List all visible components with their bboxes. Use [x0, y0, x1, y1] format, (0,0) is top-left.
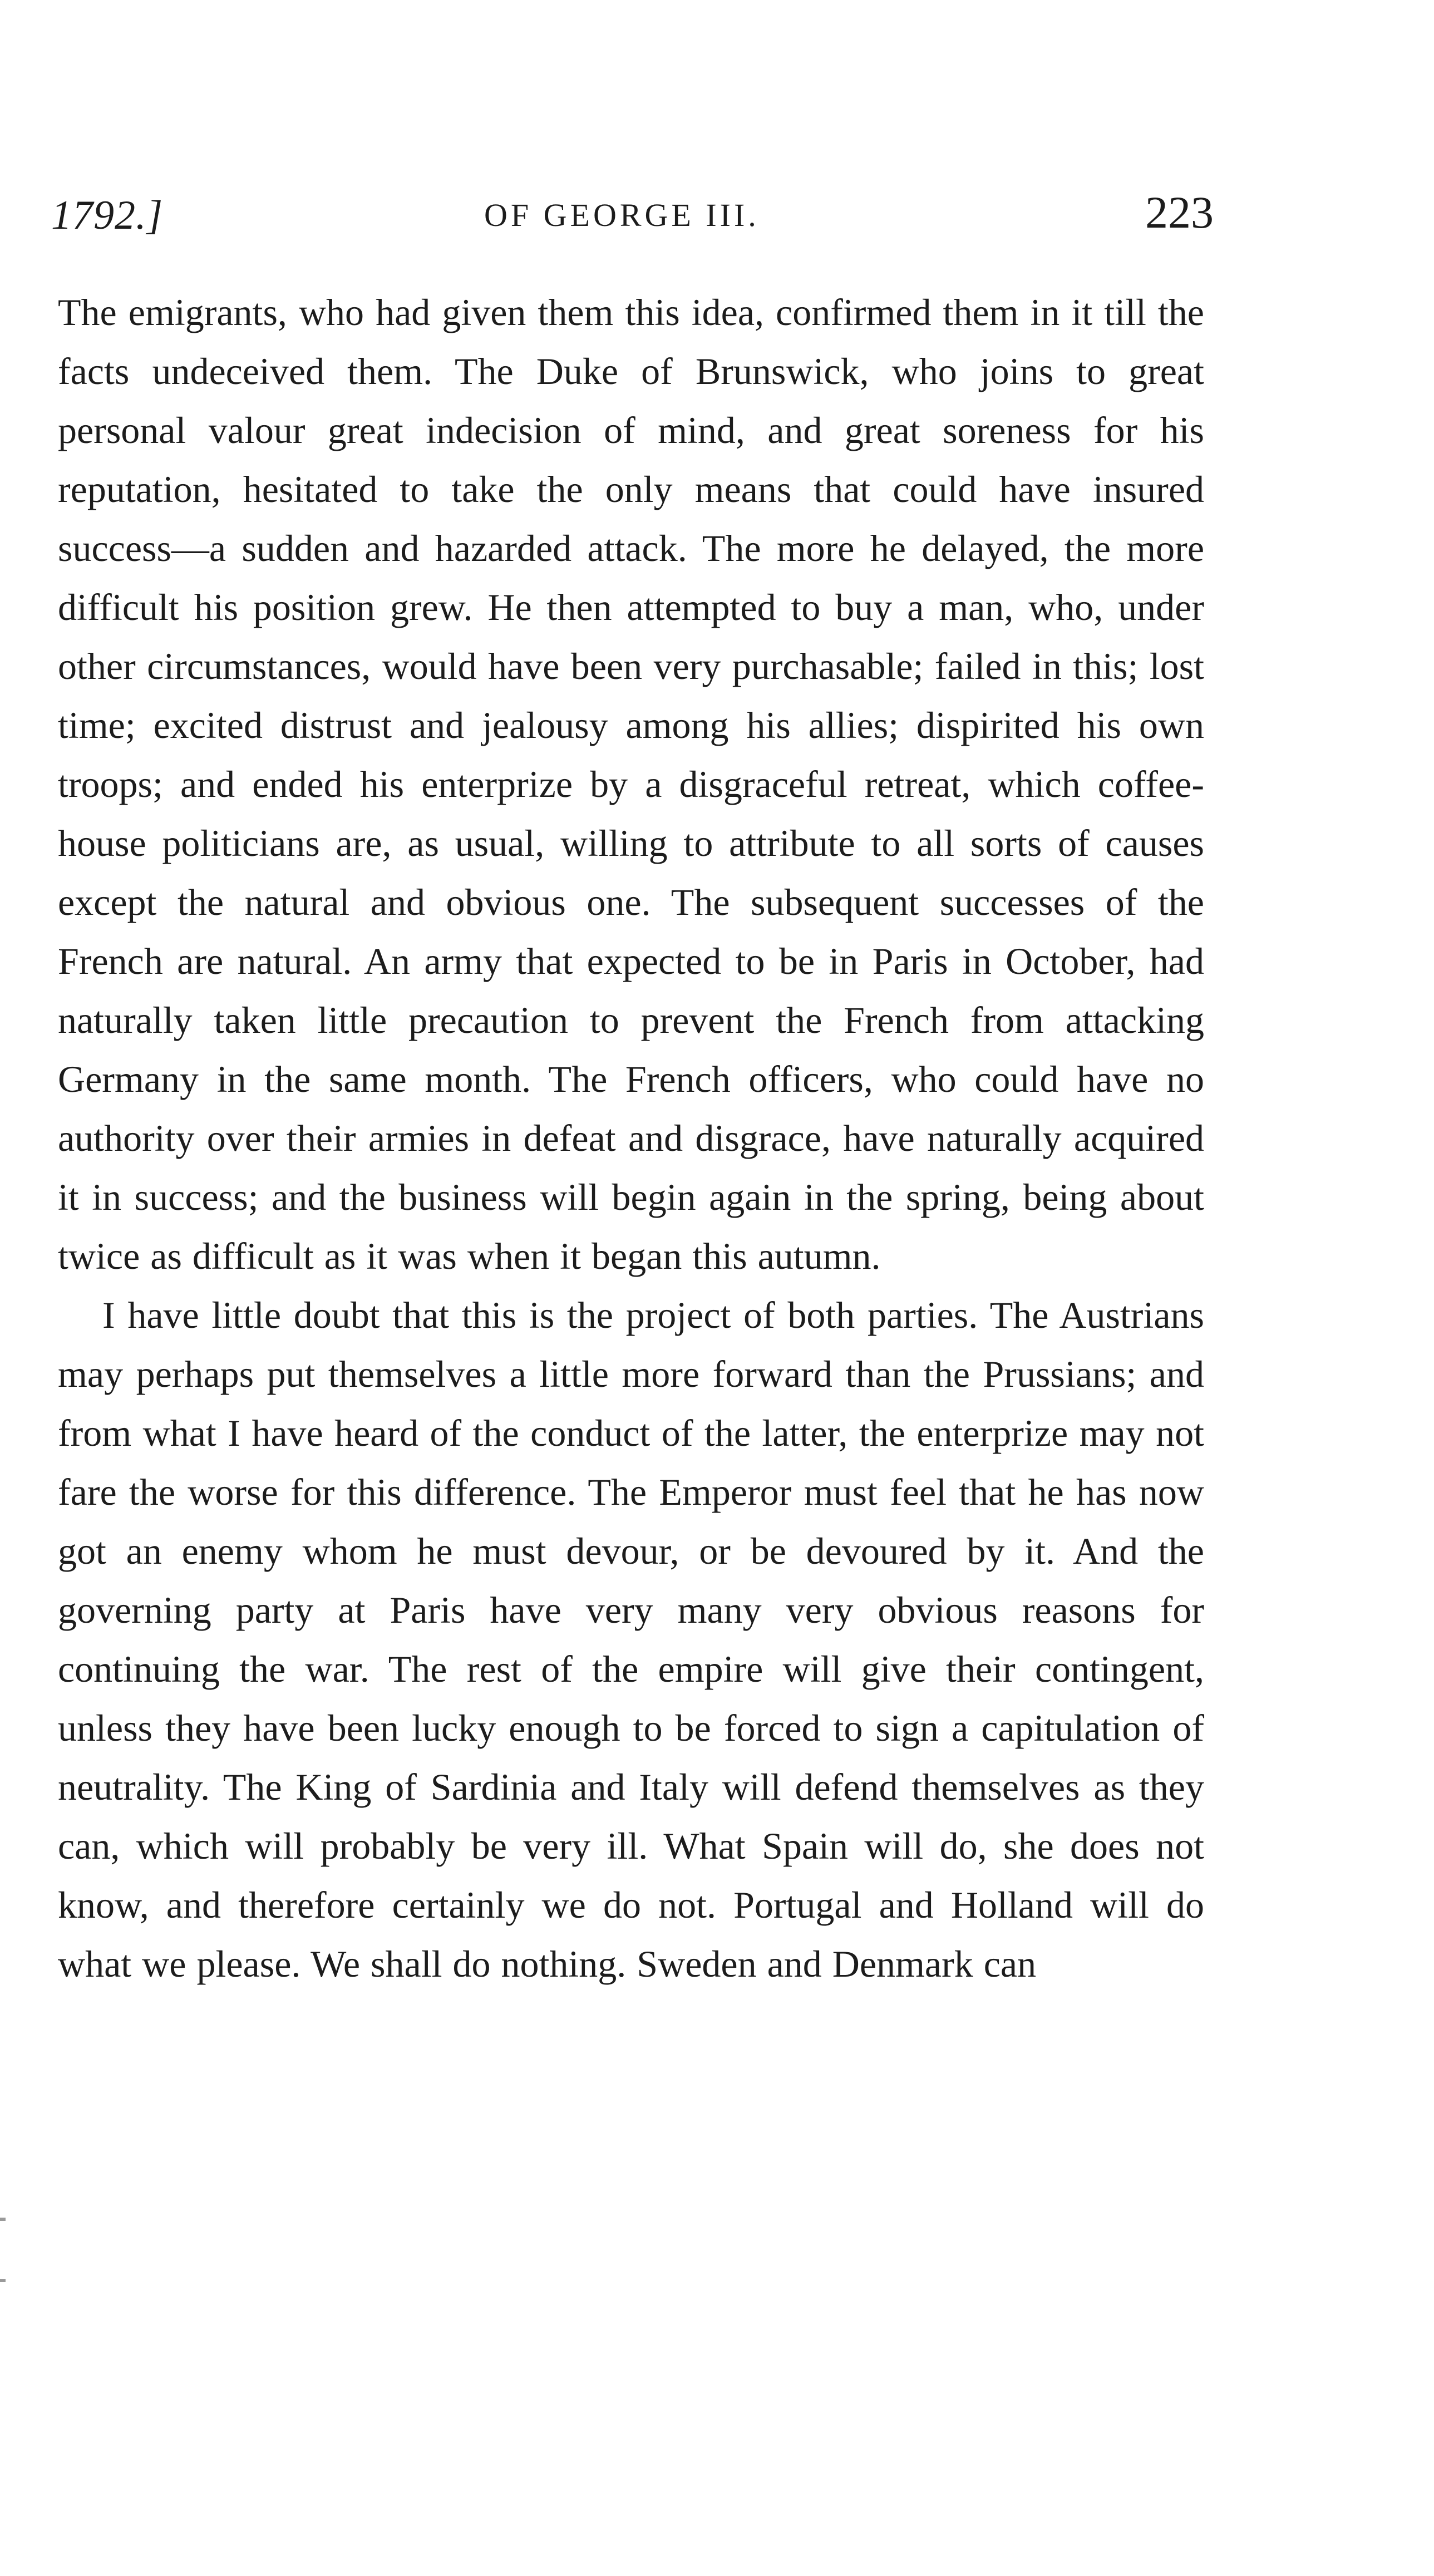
running-head-title: OF GEORGE III. — [484, 197, 760, 233]
running-head-year: 1792.] — [51, 193, 164, 238]
running-head — [0, 187, 1434, 253]
paragraph: I have little doubt that this is the project of both parties. The Austrians may perhaps put themselves a little more forward than the Prussians; and from what I have heard of the conduct of the latter, the enterprize may not fare the worse for this difference. The Emperor must feel that he has now got an enemy whom he must devour, or be devoured by it. And the governing party at Paris have very many very obvious reasons for continuing the war. The rest of the empire will give their contingent, unless they have been lucky enough to be forced to sign a capitulation of neutrality. The King of Sardinia and Italy will defend themselves as they can, which will probably be very ill. What Spain will do, she does not know, and therefore certainly we do not. Portugal and Holland will do what we please. We shall do nothing. Sweden and Denmark can — [58, 1294, 1204, 1985]
page-number: 223 — [1145, 187, 1214, 238]
margin-mark — [0, 2279, 6, 2282]
margin-mark — [0, 2218, 6, 2221]
body-text — [58, 283, 1204, 1993]
paragraph: The emigrants, who had given them this idea, confirmed them in it till the facts undeceived them. The Duke of Brunswick, who joins to great personal valour great indecision of mind, and great soreness for his reputation, hesitated to take the only means that could have insured success—a sudden and hazarded attack. The more he delayed, the more difficult his position grew. He then attempted to buy a man, who, under other circumstances, would have been very purchasable; failed in this; lost time; excited distrust and jealousy among his allies; dispirited his own troops; and ended his enterprize by a disgraceful retreat, which coffee-house politicians are, as usual, willing to attribute to all sorts of causes except the natural and obvious one. The subsequent successes of the French are natural. An army that expected to be in Paris in October, had naturally taken little precaution to prevent the French from attacking Germany in the same month. The French officers, who could have no authority over their armies in defeat and disgrace, have naturally acquired it in success; and the business will begin again in the spring, being about twice as difficult as it was when it began this autumn. — [58, 291, 1204, 1277]
